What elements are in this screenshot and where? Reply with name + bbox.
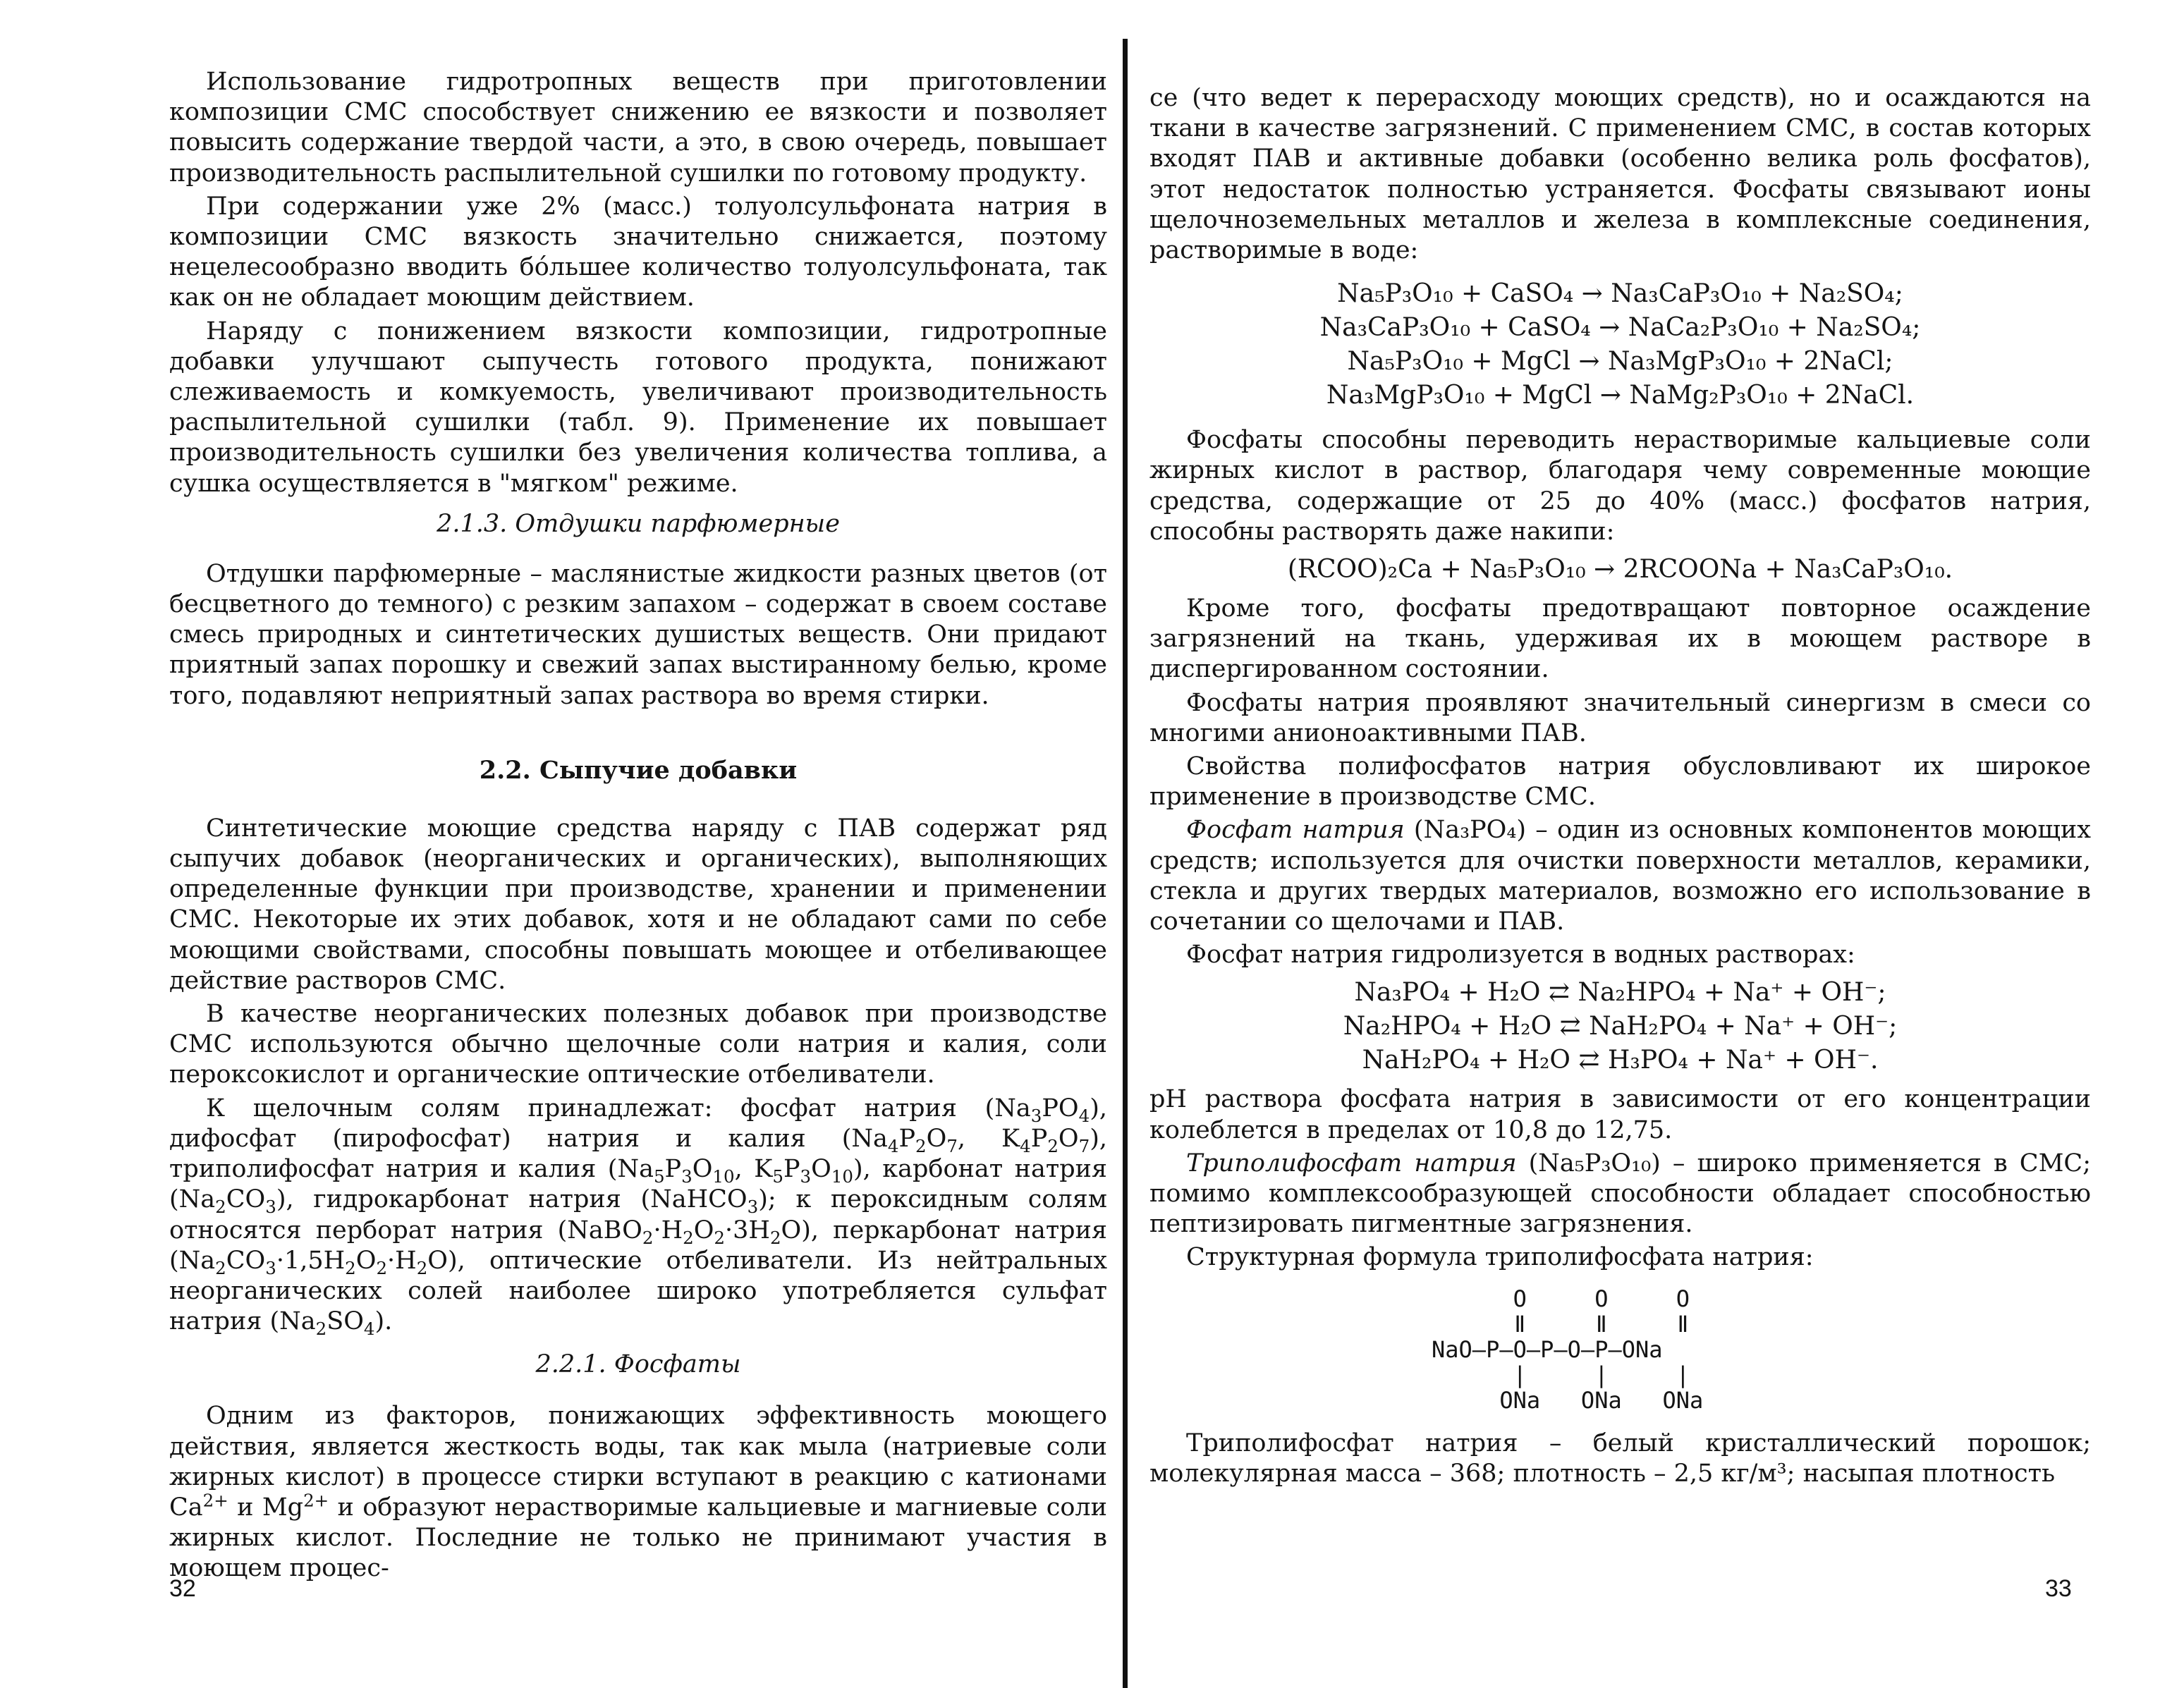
equations-scale [1149,553,2091,587]
paragraph-sms-additives: Синтетические моющие средства наряду с ПАВ содержат ряд сыпучих добавок (неорганических и органических), выполняющих определенные функции при производстве, хранении и применении СМС. Некоторые их этих добавок, хотя и не обладают сами по себе моющими свойствами, способны повышать моющее и отбеливающее действие растворов СМС. [169,814,1107,995]
equations-complexing [1149,277,2091,412]
paragraph-inorganic: В качестве неорганических полезных добавок при производстве СМС используются обычно щелочные соли натрия и калия, соли пероксокислот и органические оптические отбеливатели. [169,1000,1107,1089]
structural-formula: O O O ǁ ǁ ǁ NaO–P–O–P–O–P–ONa | | | ONa ONa ONa [1432,1285,1704,1414]
paragraph-structural: Структурная формула триполифосфата натрия: [1186,1243,1814,1272]
paragraph-calcium-soaps: Фосфаты способны переводить нерастворимые кальциевые соли жирных кислот в раствор, благодаря чему современные моющие средства, содержащие от 25 до 40% (масс.) фосфатов натрия, способны растворять даже накипи: [1149,426,2091,546]
heading-bulk-additives: 2.2. Сыпучие добавки [479,755,798,785]
page-number-right: 33 [2045,1575,2072,1602]
page-number-left: 32 [169,1575,196,1602]
paragraph-polyphosphates: Свойства полифосфатов натрия обусловливают их широкое применение в производстве СМС. [1149,752,2091,812]
equation: Na₅P₃O₁₀ + MgCl → Na₃MgP₃O₁₀ + 2NaCl; [1347,347,1893,377]
paragraph-hydrotropic: Использование гидротропных веществ при приготовлении композиции СМС способствует снижению ее вязкости и позволяет повысить содержание твердой части, а это, в свою очередь, повышает производительность распылительной сушилки по готовому продукту. [169,68,1107,188]
paragraph-toluenesulfonate: При содержании уже 2% (масс.) толуолсульфоната натрия в композиции СМС вязкость значительно снижается, поэтому нецелесообразно вводить бо́льшее количество толуолсульфоната, так как он не обладает моющим действием. [169,192,1107,312]
paragraph-ph: pH раствора фосфата натрия в зависимости от его концентрации колеблется в пределах от 10,8 до 12,75. [1149,1085,2091,1144]
paragraph-continuation: се (что ведет к перерасходу моющих средств), но и осаждаются на ткани в качестве загрязнений. С применением СМС, в состав которых входят ПАВ и активные добавки (особенно велика роль фосфатов), этот недостаток полностью устраняется. Фосфаты связывают ионы щелочноземельных металлов и железа в комплексные соединения, растворимые в воде: [1149,84,2091,265]
paragraph-synergism: Фосфаты натрия проявляют значительный синергизм в смеси со многими анионоактивными ПАВ. [1149,688,2091,747]
paragraph-tripolyphosphate: Триполифосфат натрия (Na₅P₃O₁₀) – широко применяется в СМС; помимо комплексообразующей способности обладает способностью пептизировать пигментные загрязнения. [1149,1149,2091,1239]
paragraph-properties: Триполифосфат натрия – белый кристаллический порошок; молекулярная масса – 368; плотность – 2,5 кг/м³; насыпая плотность [1149,1429,2091,1488]
right-page [1149,83,2091,1489]
book-spine [1123,39,1128,1688]
paragraph-water-hardness: Одним из факторов, понижающих эффективность моющего действия, является жесткость воды, так как мыла (натриевые соли жирных кислот) в процессе стирки вступают в реакцию с катионами $Ca^{2+}$ и $Mg^{2+}$ и образуют нерастворимые кальциевые и магниевые соли жирных кислот. Последние не только не принимают участия в моющем процес- [169,1402,1107,1583]
paragraph-viscosity: Наряду с понижением вязкости композиции, гидротропные добавки улучшают сыпучесть готового продукта, понижают слеживаемость и комкуемость, увеличивают производительность распылительной сушилки (табл. 9). Применение их повышает производительность сушилки без увеличения количества топлива, а сушка осуществляется в "мягком" режиме. [169,317,1107,498]
equation: Na₂HPO₄ + H₂O ⇄ NaH₂PO₄ + Na⁺ + OH⁻; [1343,1012,1898,1041]
paragraph-redeposition: Кроме того, фосфаты предотвращают повторное осаждение загрязнений на ткань, удерживая их в моющем растворе в диспергированном состоянии. [1149,594,2091,684]
equation: (RCOO)₂Ca + Na₅P₃O₁₀ → 2RCOONa + Na₃CaP₃O₁₀. [1287,555,1953,585]
heading-perfume: 2.1.3. Отдушки парфюмерные [437,509,840,538]
equation: NaH₂PO₄ + H₂O ⇄ H₃PO₄ + Na⁺ + OH⁻. [1362,1046,1879,1075]
equation: Na₅P₃O₁₀ + CaSO₄ → Na₃CaP₃O₁₀ + Na₂SO₄; [1337,279,1903,309]
paragraph-alkaline-salts: К щелочным солям принадлежат: фосфат натрия $(Na_3PO_4)$, дифосфат (пирофосфат) натрия и калия ($Na_4P_2O_7$, $K_4P_2O_7$), триполифосфат натрия и калия ($Na_5P_3O_{10}$, $K_5P_3O_{10}$), карбонат натрия $(Na_2CO_3)$, гидрокарбонат натрия (NaHCO$_3$); к пероксидным солям относятся перборат натрия $(NaBO_2\cdot H_2O_2\cdot 3H_2O)$, перкарбонат натрия $(Na_2CO_3\cdot 1,5H_2O_2\cdot H_2O)$, оптические отбеливатели. Из нейтральных неорганических солей наиболее широко употребляется сульфат натрия $(Na_2SO_4)$. [169,1094,1108,1340]
left-page [169,67,1107,1584]
paragraph-perfume: Отдушки парфюмерные – маслянистые жидкости разных цветов (от бесцветного до темного) с резким запахом – содержат в своем составе смесь природных и синтетических душистых веществ. Они придают приятный запах порошку и свежий запах выстиранному белью, кроме того, подавляют неприятный запах раствора во время стирки. [169,559,1107,710]
equation: Na₃MgP₃O₁₀ + MgCl → NaMg₂P₃O₁₀ + 2NaCl. [1326,381,1915,410]
equations-hydrolysis [1149,976,2091,1077]
heading-phosphates: 2.2.1. Фосфаты [535,1350,741,1379]
paragraph-hydrolysis: Фосфат натрия гидролизуется в водных растворах: [1186,941,1855,970]
equation: Na₃PO₄ + H₂O ⇄ Na₂HPO₄ + Na⁺ + OH⁻; [1354,978,1886,1008]
equation: Na₃CaP₃O₁₀ + CaSO₄ → NaCa₂P₃O₁₀ + Na₂SO₄; [1319,313,1921,343]
paragraph-sodium-phosphate: Фосфат натрия (Na₃PO₄) – один из основных компонентов моющих средств; используется для очистки поверхности металлов, керамики, стекла и других твердых материалов, возможно его использование в сочетании со щелочами и ПАВ. [1149,816,2091,936]
